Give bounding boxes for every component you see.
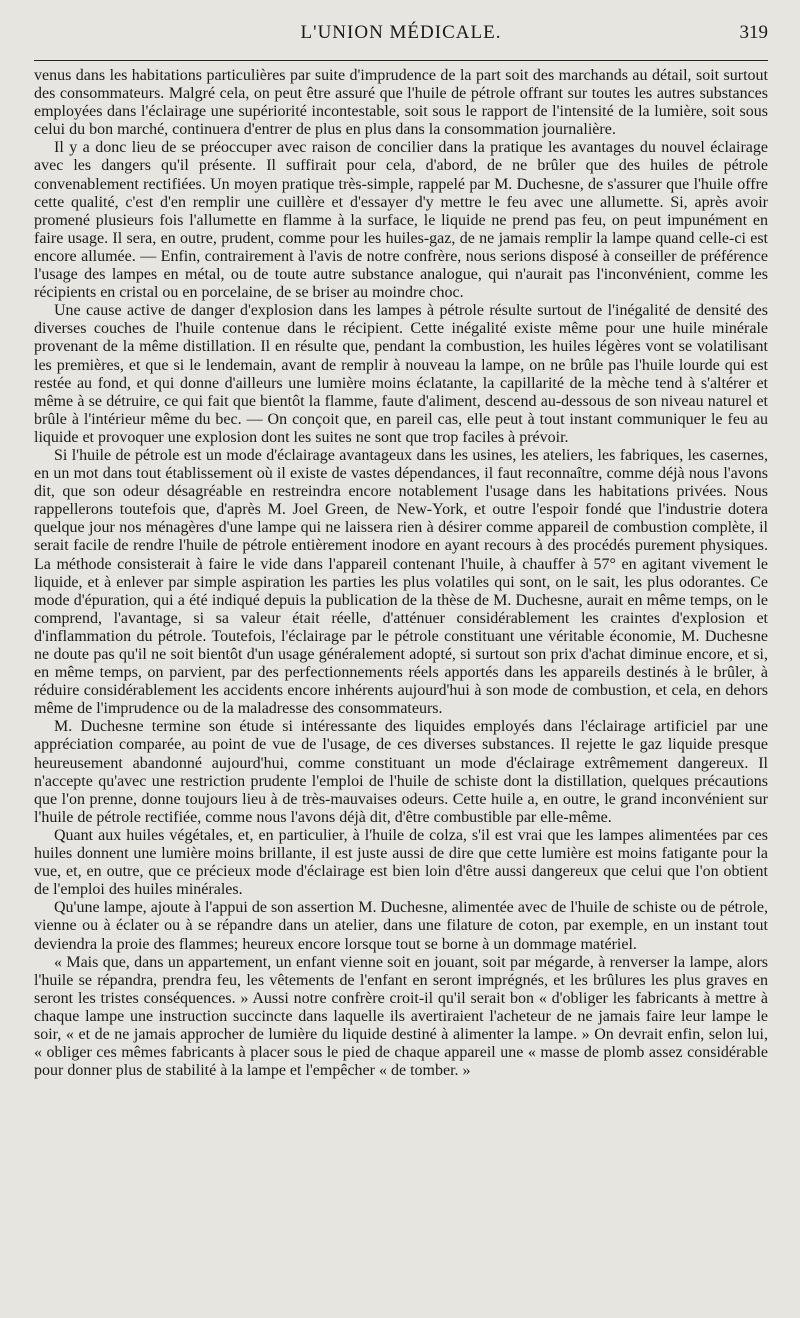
paragraph: Si l'huile de pétrole est un mode d'éclairage avantageux dans les usines, les ateliers, les fabriques, les casernes, en un mot dans tout établissement où il existe de vastes dépendances, il faut reconnaître, comme déjà nous l'avons dit, que son odeur désagréable en restreindra encore notablement l'usage dans les habitations privées. Nous rappellerons toutefois que, d'après M. Joel Green, de New-York, et outre l'espoir fondé que l'industrie dotera quelque jour nos ménagères d'une lampe qui ne laissera rien à désirer comme appareil de combustion complète, il serait facile de rendre l'huile de pétrole entièrement inodore en ayant recours à des procédés purement physiques. La méthode consisterait à faire le vide dans l'appareil contenant l'huile, à chauffer à 57° en agitant vivement le liquide, et à enlever par simple aspiration les parties les plus volatiles qui sont, on le sait, les plus odorantes. Ce mode d'épuration, qui a été indiqué depuis la publication de la thèse de M. Duchesne, aurait en même temps, on le comprend, l'avantage, si sa valeur était réelle, d'atténuer considérablement les craintes d'explosion et d'inflammation du pétrole. Toutefois, l'éclairage par le pétrole constituant une véritable économie, M. Duchesne ne doute pas qu'il ne soit bientôt d'un usage généralement adopté, si surtout son prix d'achat diminue encore, et si, en même temps, on parvient, par des perfectionnements réels apportés dans les appareils destinés à le brûler, à réduire considérablement les accidents encore inhérents aujourd'hui à son mode de combustion, et cela, en dehors même de l'imprudence ou de la maladresse des consommateurs. xyxy=(34,446,768,718)
paragraph: « Mais que, dans un appartement, un enfant vienne soit en jouant, soit par mégarde, à renverser la lampe, alors l'huile se répandra, prendra feu, les vêtements de l'enfant en seront imprégnés, et les brûlures les plus graves en seront les tristes conséquences. » Aussi notre confrère croit-il qu'il serait bon « d'obliger les fabricants à mettre à chaque lampe une instruction succincte dans laquelle ils avertiraient l'acheteur de ne jamais faire leur lampe le soir, « et de ne jamais approcher de lumière du liquide destiné à alimenter la lampe. » On devrait enfin, selon lui, « obliger ces mêmes fabricants à placer sous le pied de chaque appareil une « masse de plomb assez considérable pour donner plus de stabilité à la lampe et l'empêcher « de tomber. » xyxy=(34,953,768,1080)
page-number: 319 xyxy=(739,22,768,43)
paragraph: Il y a donc lieu de se préoccuper avec raison de concilier dans la pratique les avantages du nouvel éclairage avec les dangers qu'il présente. Il suffirait pour cela, d'abord, de ne brûler que des huiles de pétrole convenablement rectifiées. Un moyen pratique très-simple, rappelé par M. Duchesne, de s'assurer que l'huile offre cette qualité, c'est d'en remplir une cuillère et d'essayer d'y mettre le feu avec une allumette. Si, après avoir promené plusieurs fois l'allumette en flamme à la surface, le liquide ne prend pas feu, on peut impunément en faire usage. Il sera, en outre, prudent, comme pour les huiles-gaz, de ne jamais remplir la lampe quand celle-ci est encore allumée. — Enfin, contrairement à l'avis de notre confrère, nous serions disposé à conseiller de préférence l'usage des lampes en métal, ou de toute autre substance analogue, qui n'aurait pas l'inconvénient, comme les récipients en cristal ou en porcelaine, de se briser au moindre choc. xyxy=(34,139,768,302)
running-header xyxy=(34,22,768,61)
article-body xyxy=(34,67,768,1080)
paragraph: M. Duchesne termine son étude si intéressante des liquides employés dans l'éclairage artificiel par une appréciation comparée, au point de vue de l'usage, de ces diverses substances. Il rejette le gaz liquide presque heureusement abandonné aujourd'hui, comme constituant un mode d'éclairage extrêmement dangereux. Il n'accepte qu'avec une restriction prudente l'emploi de l'huile de schiste dont la distillation, quelques précautions que l'on prenne, donne toujours lieu à de très-mauvaises odeurs. Cette huile a, en outre, le grand inconvénient sur l'huile de pétrole rectifiée, comme nous l'avons déjà dit, d'être combustible par elle-même. xyxy=(34,718,768,826)
paragraph: Quant aux huiles végétales, et, en particulier, à l'huile de colza, s'il est vrai que les lampes alimentées par ces huiles donnent une lumière moins brillante, il est juste aussi de dire que cette lumière est moins fatigante pour la vue, et, en outre, que ce précieux mode d'éclairage est bien loin d'être aussi dangereux que celui que l'on obtient de l'emploi des huiles minérales. xyxy=(34,826,768,899)
journal-title: L'UNION MÉDICALE. xyxy=(300,22,502,43)
paragraph: venus dans les habitations particulières par suite d'imprudence de la part soit des marchands au détail, soit surtout des consommateurs. Malgré cela, on peut être assuré que l'huile de pétrole offrant sur toutes les autres substances employées dans l'éclairage une supériorité incontestable, soit sous le rapport de l'intensité de la lumière, soit sous celui du bon marché, continuera d'entrer de plus en plus dans la consommation journalière. xyxy=(34,67,768,139)
paragraph: Une cause active de danger d'explosion dans les lampes à pétrole résulte surtout de l'inégalité de densité des diverses couches de l'huile contenue dans le récipient. Cette inégalité existe même pour une huile minérale provenant de la même distillation. Il en résulte que, pendant la combustion, les huiles légères vont se volatilisant les premières, et que si le lendemain, avant de remplir à nouveau la lampe, on ne brûle pas l'huile lourde qui est restée au fond, et qui donne d'ailleurs une lumière moins éclatante, la capillarité de la mèche tend à s'altérer et même à se détruire, ce qui fait que bientôt la flamme, faute d'aliment, descend au-dessous de son niveau naturel et brûle à l'intérieur même du bec. — On conçoit que, en pareil cas, elle peut à tout instant communiquer le feu au liquide et provoquer une explosion dont les suites ne sont que trop faciles à prévoir. xyxy=(34,302,768,446)
paragraph: Qu'une lampe, ajoute à l'appui de son assertion M. Duchesne, alimentée avec de l'huile de schiste ou de pétrole, vienne ou à éclater ou à se répandre dans un atelier, dans une filature de coton, par exemple, en un instant tout deviendra la proie des flammes; heureux encore lorsque tout se borne à un dommage matériel. xyxy=(34,899,768,953)
